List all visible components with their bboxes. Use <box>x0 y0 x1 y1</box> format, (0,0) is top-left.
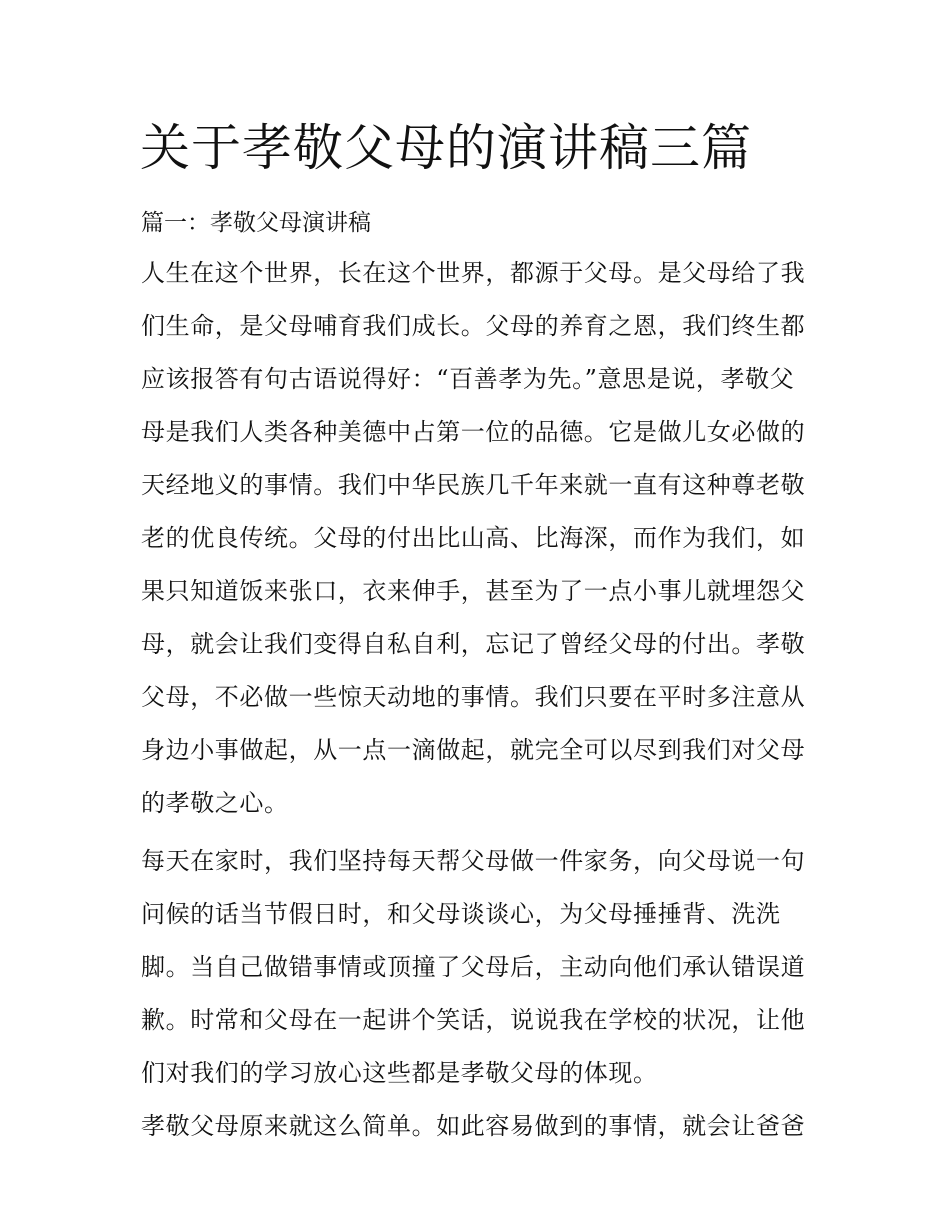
body-line: 们生命，是父母哺育我们成长。父母的养育之恩，我们终生都 <box>141 312 806 340</box>
document-title: 关于孝敬父母的演讲稿三篇 <box>140 119 752 177</box>
body-line: 问候的话当节假日时，和父母谈谈心，为父母捶捶背、洗洗 <box>141 900 781 928</box>
body-line: 人生在这个世界，长在这个世界，都源于父母。是父母给了我 <box>141 259 806 287</box>
body-line: 母是我们人类各种美德中占第一位的品德。它是做儿女必做的 <box>141 418 806 446</box>
body-line: 孝敬父母原来就这么简单。如此容易做到的事情，就会让爸爸 <box>141 1112 806 1140</box>
section-heading: 篇一：孝敬父母演讲稿 <box>141 210 371 236</box>
body-line: 们对我们的学习放心这些都是孝敬父母的体现。 <box>141 1059 658 1087</box>
body-line: 果只知道饭来张口，衣来伸手，甚至为了一点小事儿就埋怨父 <box>141 577 806 605</box>
body-line: 老的优良传统。父母的付出比山高、比海深，而作为我们，如 <box>141 524 806 552</box>
body-line: 每天在家时，我们坚持每天帮父母做一件家务，向父母说一句 <box>141 847 806 875</box>
body-line: 脚。当自己做错事情或顶撞了父母后，主动向他们承认错误道 <box>141 953 806 981</box>
body-line: 父母，不必做一些惊天动地的事情。我们只要在平时多注意从 <box>141 683 806 711</box>
body-line: 天经地义的事情。我们中华民族几千年来就一直有这种尊老敬 <box>141 471 806 499</box>
body-line: 应该报答有句古语说得好：“百善孝为先。”意思是说，孝敬父 <box>141 365 795 393</box>
body-line: 的孝敬之心。 <box>141 789 289 817</box>
body-line: 歉。时常和父母在一起讲个笑话，说说我在学校的状况，让他 <box>141 1006 806 1034</box>
body-line: 身边小事做起，从一点一滴做起，就完全可以尽到我们对父母 <box>141 736 806 764</box>
body-line: 母，就会让我们变得自私自利，忘记了曾经父母的付出。孝敬 <box>141 630 806 658</box>
